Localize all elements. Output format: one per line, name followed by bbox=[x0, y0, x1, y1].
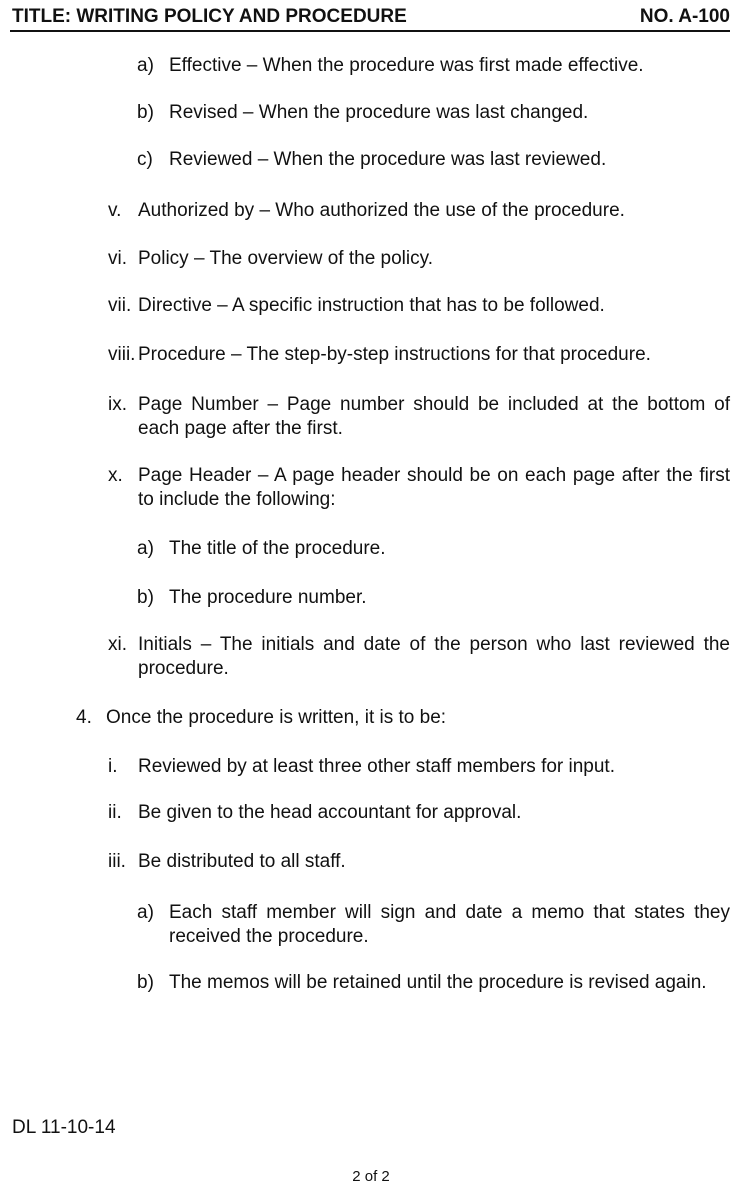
list-item bbox=[108, 755, 730, 779]
list-marker: iii. bbox=[108, 851, 126, 872]
procedure-number: NO. A-100 bbox=[639, 6, 730, 27]
list-item-text: The memos will be retained until the procedure is revised again. bbox=[169, 972, 707, 993]
list-item-text: Once the procedure is written, it is to be: bbox=[106, 707, 447, 728]
list-marker: b) bbox=[137, 972, 154, 993]
list-item-text: The title of the procedure. bbox=[169, 538, 386, 559]
list-item-text: Reviewed by at least three other staff members for input. bbox=[138, 756, 615, 777]
list-item-text: Be given to the head accountant for approval. bbox=[138, 802, 522, 823]
list-marker: ii. bbox=[108, 802, 122, 823]
list-marker: a) bbox=[137, 538, 154, 559]
list-item bbox=[108, 850, 730, 874]
list-item-text: The procedure number. bbox=[169, 587, 367, 608]
list-item bbox=[76, 706, 730, 730]
list-marker: c) bbox=[137, 149, 153, 170]
list-item-text: Page Number – Page number should be included at the bottom of each page after the first. bbox=[138, 394, 730, 439]
list-marker: vi. bbox=[108, 248, 127, 269]
list-item-text: Reviewed – When the procedure was last reviewed. bbox=[169, 149, 607, 170]
list-item-text: Revised – When the procedure was last changed. bbox=[169, 102, 589, 123]
list-marker: b) bbox=[137, 587, 154, 608]
procedure-title: TITLE: WRITING POLICY AND PROCEDURE bbox=[12, 6, 407, 27]
list-item bbox=[137, 901, 730, 949]
list-item-text: Procedure – The step-by-step instructions for that procedure. bbox=[138, 344, 651, 365]
list-marker: a) bbox=[137, 55, 154, 76]
list-item bbox=[108, 393, 730, 441]
list-item bbox=[108, 801, 730, 825]
list-marker: vii. bbox=[108, 295, 132, 316]
list-marker: 4. bbox=[76, 707, 92, 728]
list-marker: xi. bbox=[108, 634, 127, 655]
list-item-text: Directive – A specific instruction that has to be followed. bbox=[138, 295, 605, 316]
list-item bbox=[108, 247, 730, 271]
list-item bbox=[137, 586, 730, 610]
list-item bbox=[108, 464, 730, 512]
list-item bbox=[137, 101, 730, 125]
footer-initials: DL 11-10-14 bbox=[12, 1117, 116, 1138]
list-marker: a) bbox=[137, 902, 154, 923]
list-marker: i. bbox=[108, 756, 118, 777]
list-item bbox=[108, 294, 730, 318]
page-number: 2 of 2 bbox=[352, 1168, 390, 1185]
list-item bbox=[137, 148, 730, 172]
list-item bbox=[108, 343, 730, 367]
page-header bbox=[10, 4, 730, 32]
list-item-text: Authorized by – Who authorized the use of the procedure. bbox=[138, 200, 625, 221]
list-marker: b) bbox=[137, 102, 154, 123]
list-item bbox=[137, 537, 730, 561]
list-item-text: Policy – The overview of the policy. bbox=[138, 248, 433, 269]
list-marker: ix. bbox=[108, 394, 127, 415]
list-item-text: Effective – When the procedure was first made effective. bbox=[169, 55, 644, 76]
list-item bbox=[108, 633, 730, 681]
list-item-text: Initials – The initials and date of the person who last reviewed the procedure. bbox=[138, 634, 730, 679]
list-marker: v. bbox=[108, 200, 122, 221]
list-marker: viii. bbox=[108, 344, 136, 365]
list-item-text: Each staff member will sign and date a memo that states they received the procedure. bbox=[169, 902, 730, 947]
list-item-text: Page Header – A page header should be on each page after the first to include the following: bbox=[138, 465, 730, 510]
list-item bbox=[108, 199, 730, 223]
list-item bbox=[137, 54, 730, 78]
list-item-text: Be distributed to all staff. bbox=[138, 851, 346, 872]
list-item bbox=[137, 971, 730, 995]
list-marker: x. bbox=[108, 465, 123, 486]
